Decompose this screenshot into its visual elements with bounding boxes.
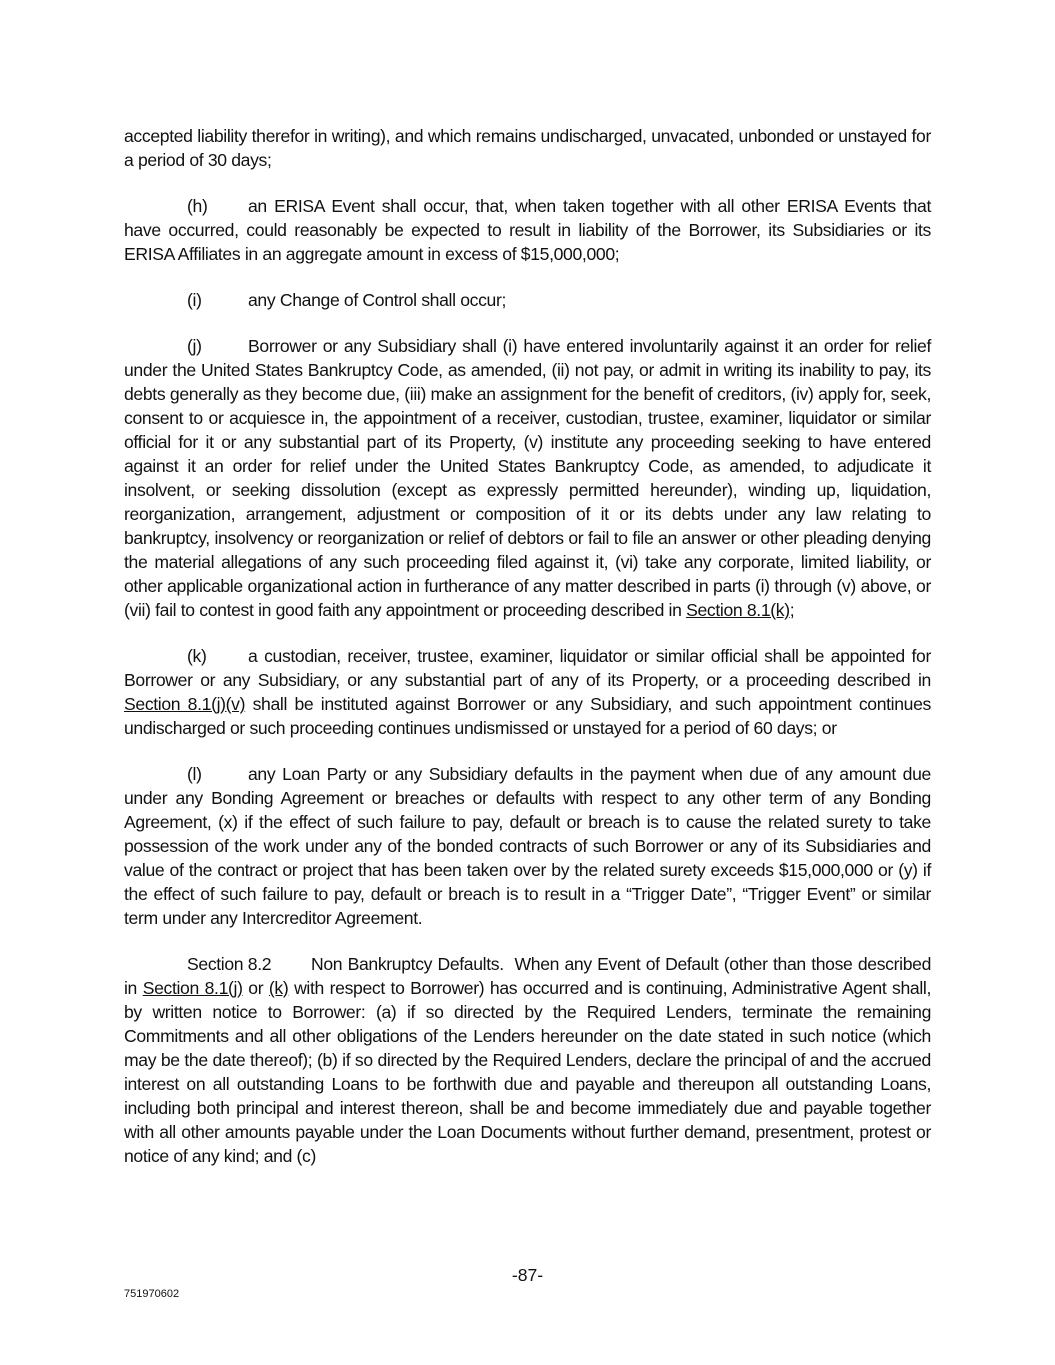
clause-label: (l) — [187, 764, 202, 784]
section-title: Non Bankruptcy Defaults. — [311, 954, 504, 974]
clause-text: an ERISA Event shall occur, that, when taken together with all other ERISA Events that have occurred, could reasonably be expected to result in liability of the Borrower, its Subsidiaries or its ERISA Affiliates in an aggregate amount in excess of $15,000,000; — [124, 196, 931, 264]
clause-i — [124, 288, 931, 312]
document-body — [124, 124, 931, 1190]
clause-text-cont: shall be instituted against Borrower or any Subsidiary, and such appointment continues undischarged or such proceeding continues undismissed or unstayed for a period of 60 days; or — [124, 694, 931, 738]
clause-label: (k) — [187, 646, 207, 666]
clause-text: any Loan Party or any Subsidiary defaults in the payment when due of any amount due under any Bonding Agreement or breaches or defaults with respect to any other term of any Bonding Agreement, (x) if the effect of such failure to pay, default or breach is to cause the related surety to take possession of the work under any of the bonded contracts of such Borrower or any of its Subsidiaries and value of the contract or project that has been taken over by the related surety exceeds $15,000,000 or (y) if the effect of such failure to pay, default or breach is to result in a “Trigger Date”, “Trigger Event” or similar term under any Intercreditor Agreement. — [124, 764, 931, 928]
clause-text: any Change of Control shall occur; — [248, 290, 507, 310]
clause-label: (h) — [187, 196, 208, 216]
clause-label: (i) — [187, 290, 202, 310]
clause-text: Borrower or any Subsidiary shall (i) have entered involuntarily against it an order for relief under the United States Bankruptcy Code, as amended, (ii) not pay, or admit in writing its inability to pay, its debts generally as they become due, (iii) make an assignment for the benefit of creditors, (iv) apply for, seek, consent to or acquiesce in, the appointment of a receiver, custodian, trustee, examiner, liquidator or similar official for it or any substantial part of its Property, (v) institute any proceeding seeking to have entered against it an order for relief under the United States Bankruptcy Code, as amended, to adjudicate it insolvent, or seeking dissolution (except as expressly permitted hereunder), winding up, liquidation, reorganization, arrangement, adjustment or composition of it or its debts under any law relating to bankruptcy, insolvency or reorganization or relief of debtors or fail to file an answer or other pleading denying the material allegations of any such proceeding filed against it, (vi) take any corporate, limited liability, or other applicable organizational action in furtherance of any matter described in parts (i) through (v) above, or (vii) fail to contest in good faith any appointment or proceeding described in — [124, 336, 931, 620]
cross-reference-link: Section 8.1(j) — [142, 978, 243, 998]
clause-label: (j) — [187, 336, 202, 356]
section-label: Section 8.2 — [187, 954, 272, 974]
paragraph-continuation: accepted liability therefor in writing), and which remains undischarged, unvacated, unbonded or unstayed for a period of 30 days; — [124, 126, 931, 170]
clause-k — [124, 644, 931, 740]
cross-reference-link: Section 8.1(k) — [686, 600, 790, 620]
page-number: -87- — [511, 1265, 544, 1285]
section-text-cont: with respect to Borrower) has occurred and is continuing, Administrative Agent shall, by written notice to Borrower: (a) if so directed by the Required Lenders, terminate the remaining Commitments and all other obligations of the Lenders hereunder on the date stated in such notice (which may be the date thereof); (b) if so directed by the Required Lenders, declare the principal of and the accrued interest on all outstanding Loans to be forthwith due and payable and thereupon all outstanding Loans, including both principal and interest thereon, shall be and become immediately due and payable together with all other amounts payable under the Loan Documents without further demand, presentment, protest or notice of any kind; and (c) — [124, 978, 932, 1166]
clause-text: a custodian, receiver, trustee, examiner, liquidator or similar official shall be appointed for Borrower or any Subsidiary, or any substantial part of any of its Property, or a proceeding described in — [124, 646, 931, 690]
cross-reference-link: (k) — [268, 978, 289, 998]
section-8-2: Section 8.2 Non Bankruptcy Defaults. When any Event of Default (other than those described in Section 8.1(j) or (k) with respect to Borrower) has occurred and is continuing, Administrative Agent shall, by written notice to Borrower: (a) if so directed by the Required Lenders, terminate the remaining Commitments and all other obligations of the Lenders hereunder on the date stated in such notice (which may be the date thereof); (b) if so directed by the Required Lenders, declare the principal of and the accrued interest on all outstanding Loans to be forthwith due and payable and thereupon all outstanding Loans, including both principal and interest thereon, shall be and become immediately due and payable together with all other amounts payable under the Loan Documents without further demand, presentment, protest or notice of any kind; and (c) — [124, 954, 932, 1166]
cross-reference-link: Section 8.1(j)(v) — [124, 694, 246, 714]
section-text: When any Event of Default (other than those described in — [124, 954, 931, 998]
clause-l — [124, 762, 931, 930]
clause-j: (j) Borrower or any Subsidiary shall (i) have entered involuntarily against it an order for relief under the United States Bankruptcy Code, as amended, (ii) not pay, or admit in writing its inability to pay, its debts generally as they become due, (iii) make an assignment for the benefit of creditors, (iv) apply for, seek, consent to or acquiesce in, the appointment of a receiver, custodian, trustee, examiner, liquidator or similar official for it or any substantial part of its Property, (v) institute any proceeding seeking to have entered against it an order for relief under the United States Bankruptcy Code, as amended, to adjudicate it insolvent, or seeking dissolution (except as expressly permitted hereunder), winding up, liquidation, reorganization, arrangement, adjustment or composition of it or its debts under any law relating to bankruptcy, insolvency or reorganization or relief of debtors or fail to file an answer or other pleading denying the material allegations of any such proceeding filed against it, (vi) take any corporate, limited liability, or other applicable organizational action in furtherance of any matter described in parts (i) through (v) above, or (vii) fail to contest in good faith any appointment or proceeding described in Section 8.1(k); — [124, 336, 931, 620]
document-id: 751970602 — [124, 1288, 180, 1300]
clause-h — [124, 194, 931, 266]
